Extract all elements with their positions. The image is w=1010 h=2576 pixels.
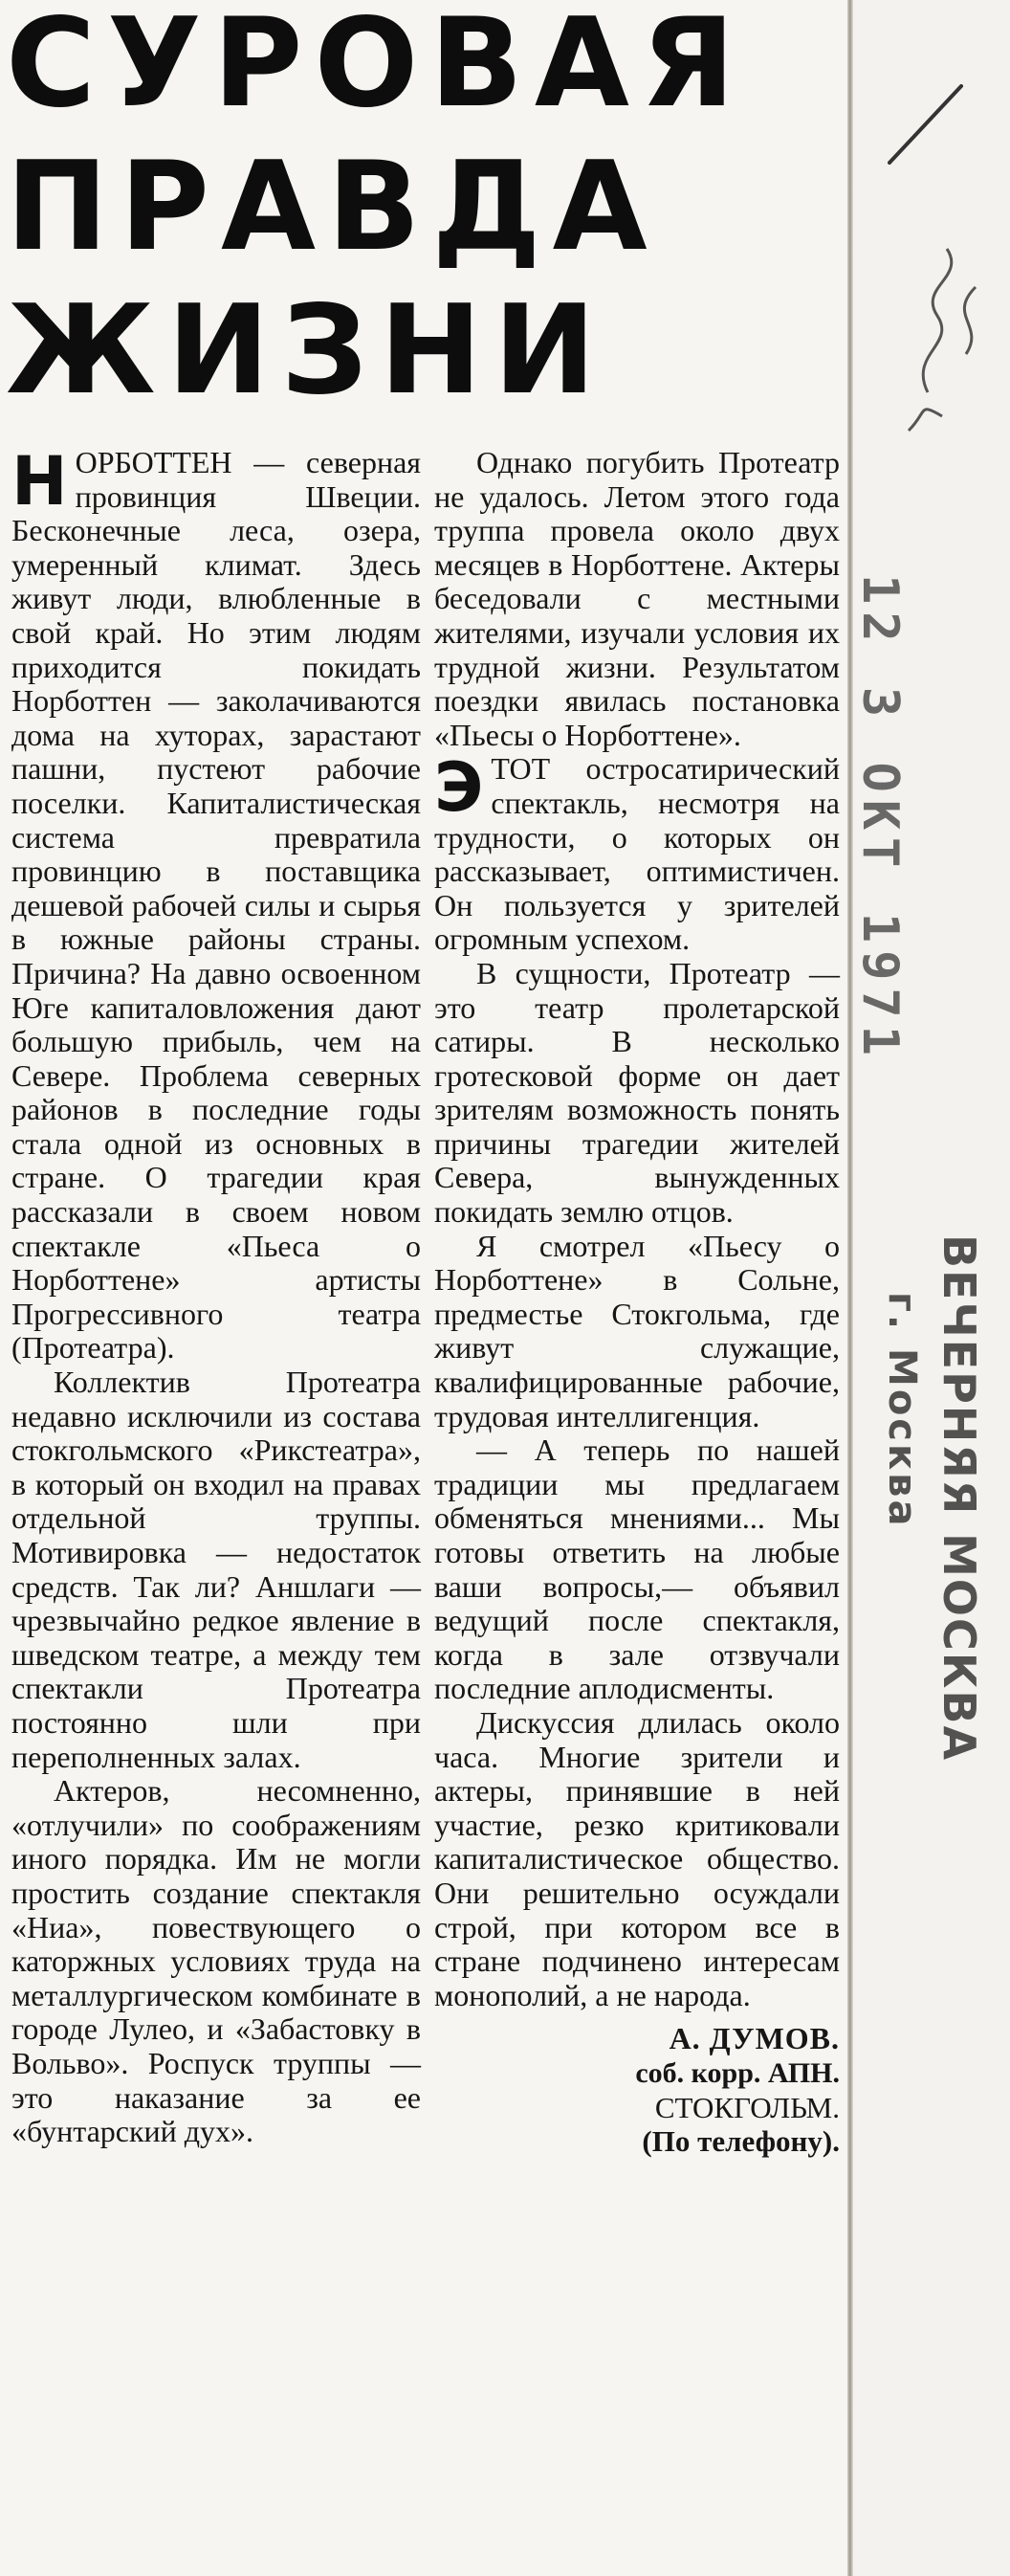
headline-line-2: ПРАВДА bbox=[6, 136, 659, 278]
article-paragraph: Дискуссия длилась около часа. Многие зрители и актеры, принявшие в ней участие, резко критиковали капиталистическое общество. Они решительно осуждали строй, при котором все в стране подчинено интересам монополий, а не народа. bbox=[434, 1704, 840, 2012]
handwritten-note bbox=[870, 38, 1004, 440]
article-paragraph: Коллектив Протеатра недавно исключили из состава стокгольмского «Рикстеатра», в который он входил на правах отдельной труппы. Мотивировка — недостаток средств. Так ли? Аншлаги — чрезвычайно редкое явление в шведском театре, а между тем спектакли Протеатра постоянно шли при переполненных залах. bbox=[11, 1365, 421, 1774]
byline-note: (По телефону). bbox=[642, 2124, 840, 2159]
article-paragraph: Однако погубить Протеатр не удалось. Летом этого года труппа провела около двух месяцев в Норботтене. Актеры беседовали с местными жителями, изучали условия их трудной жизни. Результатом поездки явилась постановка «Пьесы о Норботтене». bbox=[434, 445, 840, 752]
paragraph-text: ОРБОТТЕН — северная провинция Швеции. Бесконечные леса, озера, умеренный климат. Здесь живут люди, влюбленные в свой край. Но этим людям приходится покидать Норботтен — заколачиваются дома на хуторах, зарастают пашни, пустеют рабочие поселки. Капиталистическая система превратила провинцию в поставщика дешевой рабочей силы и сырья в южные районы страны. Причина? На давно освоенном Юге капиталовложения дают большую прибыль, чем на Севере. Проблема северных районов в последние годы стала одной из основных в стране. О трагедии края рассказали в своем новом спектакле «Пьеса о Норботтене» артисты Прогрессивного театра (Протеатра). bbox=[11, 445, 421, 1366]
article-left-column bbox=[11, 442, 421, 2149]
city-stamp: г. Москва bbox=[880, 1292, 924, 1529]
article-paragraph: — А теперь по нашей традиции мы предлагаем обменяться мнениями... Мы готовы ответить на любые ваши вопросы,— объявил ведущий после спектакля, когда в зале отзвучали последние аплодисменты. bbox=[434, 1432, 840, 1706]
headline bbox=[6, 0, 838, 423]
article-paragraph bbox=[11, 442, 421, 1366]
drop-cap: Э bbox=[434, 748, 484, 828]
clipping-edge bbox=[847, 0, 853, 2576]
byline bbox=[434, 2022, 840, 2158]
date-stamp: 12 3 ОКТ 1971 bbox=[851, 574, 909, 1063]
article-right-column bbox=[434, 446, 840, 2159]
byline-city: СТОКГОЛЬМ. bbox=[654, 2090, 840, 2124]
headline-line-1: СУРОВАЯ bbox=[6, 0, 747, 135]
paragraph-text: ТОТ остросатирический спектакль, несмотря на трудности, о которых он рассказывает, оптимистичен. Он пользуется у зрителей огромным успехом. bbox=[434, 751, 840, 957]
drop-cap: Н bbox=[11, 442, 68, 521]
headline-line-3: ЖИЗНИ bbox=[6, 279, 607, 422]
article-paragraph: Актеров, несомненно, «отлучили» по соображениям иного порядка. Им не могли простить создание спектакля «Ниа», повествующего о каторжных условиях труда на металлургическом комбинате в городе Лулео, и «Забастовку в Вольво». Роспуск труппы — это наказание за ее «бунтарский дух». bbox=[11, 1773, 421, 2149]
byline-author: А. ДУМОВ. bbox=[669, 2021, 840, 2056]
article-paragraph bbox=[434, 748, 840, 957]
article-paragraph: В сущности, Протеатр — это театр пролетарской сатиры. В несколько гротесковой форме он дает зрителям возможность понять причины трагедии жителей Севера, вынужденных покидать землю отцов. bbox=[434, 955, 840, 1230]
article-paragraph: Я смотрел «Пьесу о Норботтене» в Сольне, предместье Стокгольма, где живут служащие, квалифицированные рабочие, трудовая интеллигенция. bbox=[434, 1228, 840, 1433]
newspaper-stamp: ВЕЧЕРНЯЯ МОСКВА bbox=[933, 1234, 985, 1763]
byline-position: соб. корр. АПН. bbox=[635, 2056, 840, 2089]
